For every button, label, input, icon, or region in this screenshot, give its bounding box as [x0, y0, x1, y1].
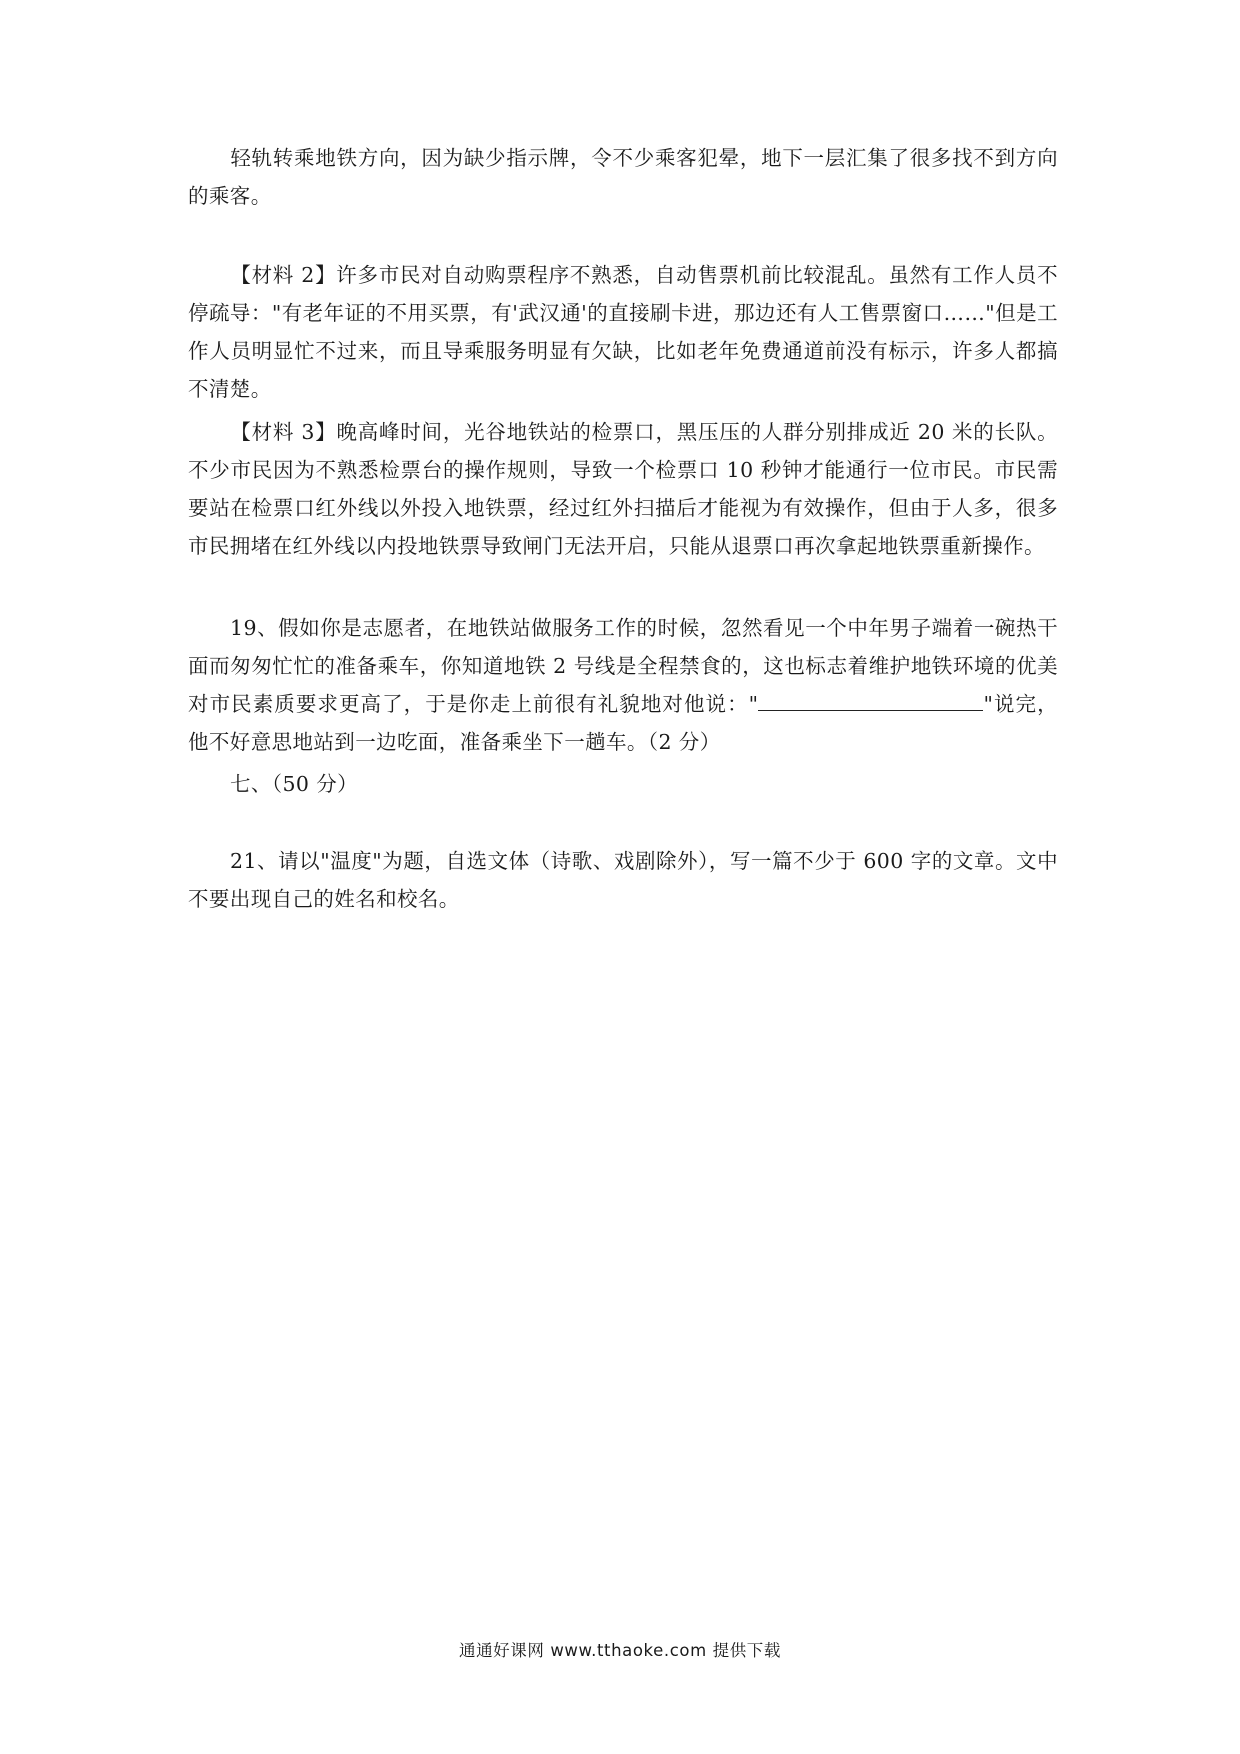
answer-blank[interactable]	[758, 686, 983, 711]
paragraph-text: 轻轨转乘地铁方向，因为缺少指示牌，令不少乘客犯晕，地下一层汇集了很多找不到方向的乘客。	[188, 146, 1058, 208]
question-19	[188, 609, 1058, 761]
paragraph-material-2	[188, 256, 1058, 408]
paragraph-text: 【材料 3】晚高峰时间，光谷地铁站的检票口，黑压压的人群分别排成近 20 米的长队。不少市民因为不熟悉检票台的操作规则，导致一个检票口 10 秒钟才能通行一位市民。市民需要站在检票口红外线以外投入地铁票，经过红外扫描后才能视为有效操作，但由于人多，很多市民拥堵在红外线以内投地铁票导致闸门无法开启，只能从退票口再次拿起地铁票重新操作。	[188, 420, 1058, 558]
question-21-text: 21、请以"温度"为题，自选文体（诗歌、戏剧除外），写一篇不少于 600 字的文章。文中不要出现自己的姓名和校名。	[188, 849, 1058, 911]
paragraph-light-rail	[188, 139, 1058, 215]
section-seven-heading	[188, 765, 1058, 803]
section-heading-text: 七、（50 分）	[230, 772, 359, 796]
question-21	[188, 842, 1058, 918]
paragraph-text: 【材料 2】许多市民对自动购票程序不熟悉，自动售票机前比较混乱。虽然有工作人员不停疏导："有老年证的不用买票，有'武汉通'的直接刷卡进，那边还有人工售票窗口……"但是工作人员明显忙不过来，而且导乘服务明显有欠缺，比如老年免费通道前没有标示，许多人都搞不清楚。	[188, 263, 1058, 401]
footer-text: 通通好课网 www.tthaoke.com 提供下载	[458, 1641, 781, 1660]
question-19-text: 19、假如你是志愿者，在地铁站做服务工作的时候，忽然看见一个中年男子端着一碗热干面而匆匆忙忙的准备乘车，你知道地铁 2 号线是全程禁食的，这也标志着维护地铁环境的优美对市民素质要求更高了，于是你走上前很有礼貌地对他说："	[188, 616, 1058, 716]
paragraph-material-3	[188, 413, 1058, 565]
question-19-text-end: "说完，他不好意思地站到一边吃面，准备乘坐下一趟车。（2 分）	[188, 692, 1059, 754]
